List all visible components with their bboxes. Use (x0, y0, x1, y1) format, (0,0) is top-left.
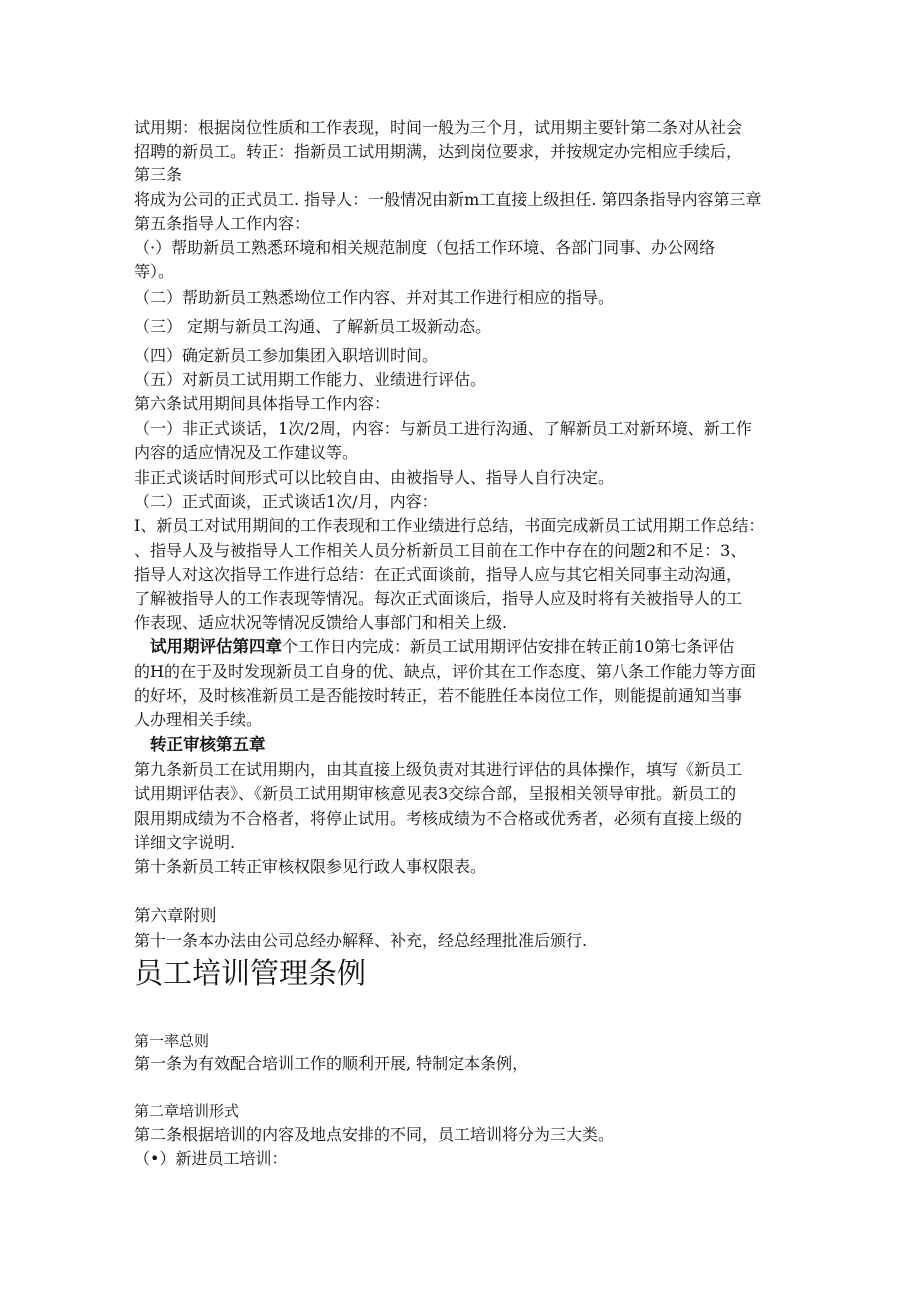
text-line: （三） 定期与新员工沟通、了解新员工圾新动态。 (134, 317, 492, 336)
chapter-1-heading: 第一率总则 (134, 1032, 210, 1050)
text-line: 第十一条本办法由公司总经办解释、补充，经总经理批准后颁行. (134, 931, 588, 950)
text-line: 第六条试用期间具体指导工作内容： (134, 394, 391, 413)
text-run: 个工作日内完成：新员工试用期评估安排在转正前10第七条评估 (282, 637, 735, 656)
text-line: 第二条根据培训的内容及地点安排的不同，员工培训将分为三大类。 (134, 1125, 615, 1144)
text-line: （一）非正式谈话，1次/2周，内容：与新员工进行沟通、了解新员工对新环境、新工作 (134, 419, 752, 438)
text-line: 的好坏，及时核准新员工是否能按时转正，若不能胜任本岗位工作，则能提前通知当事 (134, 686, 743, 705)
text-line: 非正式谈话时间形式可以比较自由、由被指导人、指导人自行决定。 (134, 468, 615, 487)
text-line: 了解被指导人的工作表现等情况。每次正式面谈后，指导人应及时将有关被指导人的工 (134, 589, 743, 608)
text-line: 限用期成绩为不合格者，将停止试用。考核成绩为不合格或优秀者，必须有直接上级的 (134, 809, 743, 828)
text-line: （四）确定新员工参加集团入职培训时间。 (134, 346, 439, 365)
text-line: 第十条新员工转正审核权限参见行政人事权限表。 (134, 857, 487, 876)
text-line: 试用期：根据岗位性质和工作表现，时间一般为三个月，试用期主要针第二条对从社会 (134, 118, 743, 137)
text-line: 招聘的新员工。转正：指新员工试用期满，达到岗位要求，并按规定办完相应手续后， (134, 142, 743, 161)
text-line: （二）正式面谈，正式谈话1次/月，内容： (134, 492, 438, 511)
text-line: 将成为公司的正式员工. 指导人：一般情况由新m工直接上级担任. 第四条指导内容第三章 (134, 190, 762, 209)
text-line (150, 636, 734, 658)
chapter-6-heading: 第六章附则 (134, 906, 217, 925)
text-line: 第三条 (134, 165, 183, 184)
text-line: 指导人对这次指导工作进行总结：在正式面谈前，指导人应与其它相关同事主动沟通， (134, 565, 743, 584)
text-line: 作表现、适应状况等情况反馈给人事部门和相关上级. (134, 613, 508, 632)
text-line: 等）。 (134, 262, 175, 281)
text-line: （•）新进员工培训： (134, 1149, 288, 1168)
text-line: （五）对新员工试用期工作能力、业绩进行评估。 (134, 370, 487, 389)
text-line: 第一条为有效配合培训工作的顺利开展, 特制定本条例， (134, 1054, 529, 1073)
text-line: 第五条指导人工作内容： (134, 214, 311, 233)
text-line: 第九条新员工在试用期内，由其直接上级负责对其进行评估的具体操作，填写《新员工 (134, 760, 743, 779)
chapter-4-heading: 试用期评估第四章 (150, 637, 282, 656)
text-line: 、指导人及与被指导人工作相关人员分析新员工目前在工作中存在的问题2和不足：3、 (134, 541, 747, 560)
text-line: 试用期评估表》、《新员工试用期审核意见表3交综合部，呈报相关领导审批。新员工的 (134, 784, 737, 803)
text-line: 人办理相关手续。 (134, 710, 263, 729)
text-line: 详细文字说明. (134, 833, 236, 852)
chapter-5-heading: 转正审核第五章 (150, 735, 266, 754)
chapter-2-heading: 第二章培训形式 (134, 1102, 240, 1120)
document-title: 员工培训管理条例 (134, 956, 367, 990)
text-line: 的H的在于及时发现新员工自身的优、缺点，评价其在工作态度、第八条工作能力等方面 (134, 662, 756, 681)
text-line: 内容的适应情况及工作建议等。 (134, 443, 359, 462)
text-line: I、新员工对试用期间的工作表现和工作业绩进行总结，书面完成新员工试用期工作总结： (134, 516, 765, 535)
text-line: （二）帮助新员工熟悉坳位工作内容、并对其工作进行相应的指导。 (134, 288, 615, 307)
text-line: （·）帮助新员工熟悉环境和相关规范制度（包括工作环境、各部门同事、办公网络 (134, 238, 716, 257)
